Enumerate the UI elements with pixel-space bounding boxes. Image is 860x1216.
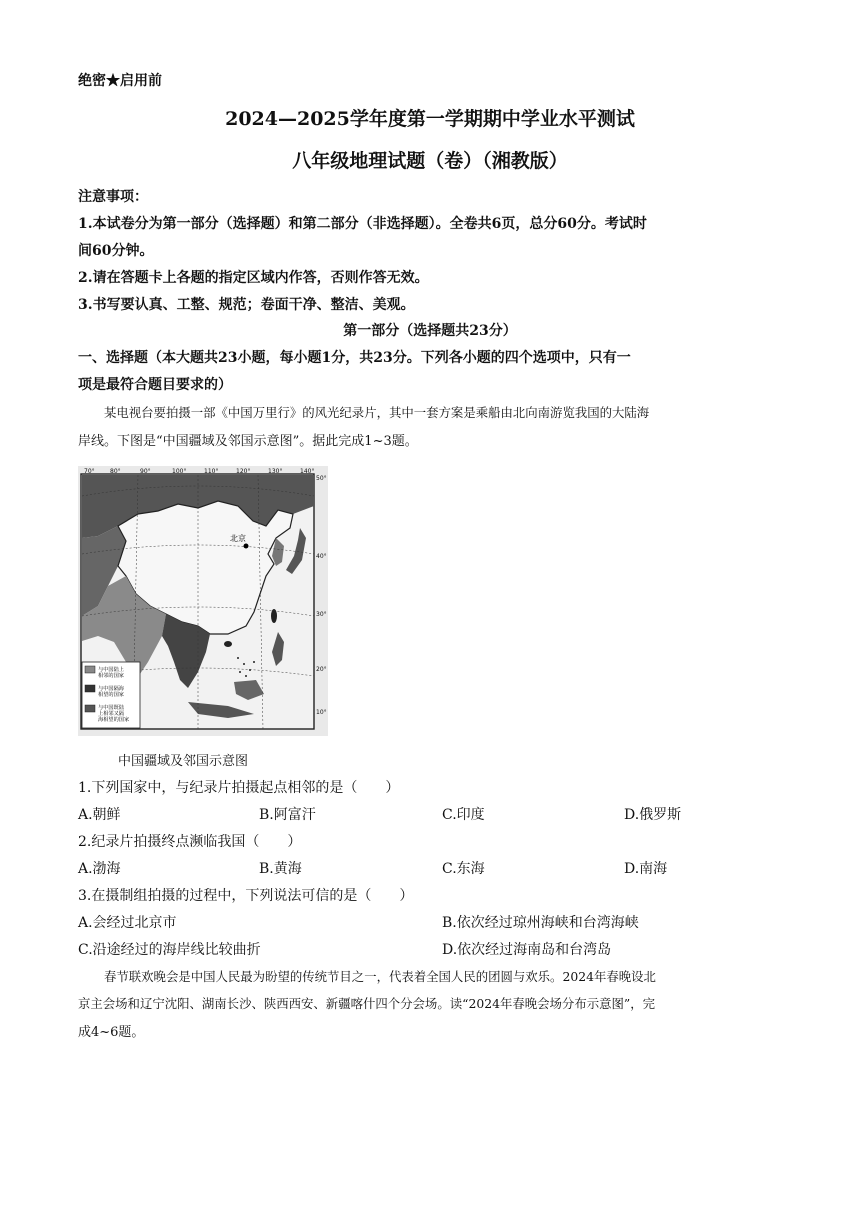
notice-item-1-line-2: 间60分钟。 bbox=[78, 243, 154, 259]
section-heading-line-2: 项是最符合题目要求的） bbox=[78, 377, 232, 393]
exam-subtitle: 八年级地理试题（卷）（湘教版） bbox=[292, 150, 568, 172]
map-hainan bbox=[224, 641, 232, 647]
legend-text: 相邻的国家 bbox=[98, 673, 124, 679]
q1-option-c: C.印度 bbox=[442, 807, 485, 823]
legend-text: 海相望的国家 bbox=[98, 717, 130, 723]
map-lat-label: 10° bbox=[316, 709, 327, 716]
map-lat-label: 30° bbox=[316, 611, 327, 618]
map-lat-label: 50° bbox=[316, 475, 327, 482]
intro2-line-2: 京主会场和辽宁沈阳、湖南长沙、陕西西安、新疆喀什四个分会场。读“2024年春晚会场分布示意图”，完 bbox=[78, 996, 655, 1011]
section-heading-line-1: 一、选择题（本大题共23小题，每小题1分，共23分。下列各小题的四个选项中，只有一 bbox=[78, 350, 631, 366]
legend-text: 与中国既陆 bbox=[98, 705, 124, 711]
q3-option-b: B.依次经过琼州海峡和台湾海峡 bbox=[442, 915, 639, 931]
map-lon-label: 110° bbox=[204, 468, 219, 475]
map-caption: 中国疆域及邻国示意图 bbox=[118, 754, 249, 769]
q2-option-c: C.东海 bbox=[442, 861, 485, 877]
legend-text: 与中国陆上 bbox=[98, 667, 124, 673]
map-lon-label: 120° bbox=[236, 468, 251, 475]
q1-option-a: A.朝鲜 bbox=[78, 807, 121, 823]
map-lon-label: 130° bbox=[268, 468, 283, 475]
exam-title: 2024—2025学年度第一学期期中学业水平测试 bbox=[225, 108, 635, 130]
map-lon-label: 90° bbox=[140, 468, 151, 475]
intro2-line-1: 春节联欢晚会是中国人民最为盼望的传统节目之一，代表着全国人民的团圆与欢乐。2024年春晚设北 bbox=[104, 969, 656, 984]
q3-option-d: D.依次经过海南岛和台湾岛 bbox=[442, 942, 612, 958]
q1-option-d: D.俄罗斯 bbox=[624, 807, 682, 823]
question-1-stem: 1.下列国家中，与纪录片拍摄起点相邻的是（ ） bbox=[78, 780, 400, 796]
legend-swatch-both bbox=[85, 705, 95, 712]
q2-option-b: B.黄海 bbox=[259, 861, 302, 877]
legend-swatch-sea bbox=[85, 685, 95, 692]
map-lat-label: 20° bbox=[316, 666, 327, 673]
legend-text: 相望的国家 bbox=[98, 692, 124, 698]
question-3-stem: 3.在摄制组拍摄的过程中，下列说法可信的是（ ） bbox=[78, 888, 414, 904]
notice-heading: 注意事项： bbox=[78, 189, 148, 205]
map-lon-label: 80° bbox=[110, 468, 121, 475]
intro1-line-1: 某电视台要拍摄一部《中国万里行》的风光纪录片，其中一套方案是乘船由北向南游览我国的大陆海 bbox=[104, 405, 650, 420]
q3-option-c: C.沿途经过的海岸线比较曲折 bbox=[78, 942, 261, 958]
notice-item-1-line-1: 1.本试卷分为第一部分（选择题）和第二部分（非选择题）。全卷共6页，总分60分。考试时 bbox=[78, 216, 647, 232]
map-beijing-marker bbox=[244, 544, 249, 549]
map-legend bbox=[82, 662, 140, 728]
china-territory-map bbox=[78, 466, 328, 736]
part1-heading: 第一部分（选择题共23分） bbox=[343, 323, 517, 339]
q3-option-a: A.会经过北京市 bbox=[78, 915, 177, 931]
map-beijing-label: 北京 bbox=[230, 534, 246, 543]
map-lon-label: 140° bbox=[300, 468, 315, 475]
legend-swatch-land bbox=[85, 666, 95, 673]
intro1-line-2: 岸线。下图是“中国疆域及邻国示意图”。据此完成1~3题。 bbox=[78, 434, 418, 449]
question-2-stem: 2.纪录片拍摄终点濒临我国（ ） bbox=[78, 834, 302, 850]
intro2-line-3: 成4~6题。 bbox=[78, 1025, 145, 1040]
q2-option-d: D.南海 bbox=[624, 861, 668, 877]
secret-label: 绝密★启用前 bbox=[78, 73, 162, 89]
map-lon-label: 100° bbox=[172, 468, 187, 475]
legend-text: 与中国隔海 bbox=[98, 686, 124, 692]
q1-option-b: B.阿富汗 bbox=[259, 807, 316, 823]
q2-option-a: A.渤海 bbox=[78, 861, 121, 877]
map-lat-label: 40° bbox=[316, 553, 327, 560]
notice-item-3: 3.书写要认真、工整、规范；卷面干净、整洁、美观。 bbox=[78, 297, 415, 313]
notice-item-2: 2.请在答题卡上各题的指定区域内作答，否则作答无效。 bbox=[78, 270, 429, 286]
legend-text: 上相邻又隔 bbox=[98, 711, 124, 717]
map-lon-label: 70° bbox=[84, 468, 95, 475]
